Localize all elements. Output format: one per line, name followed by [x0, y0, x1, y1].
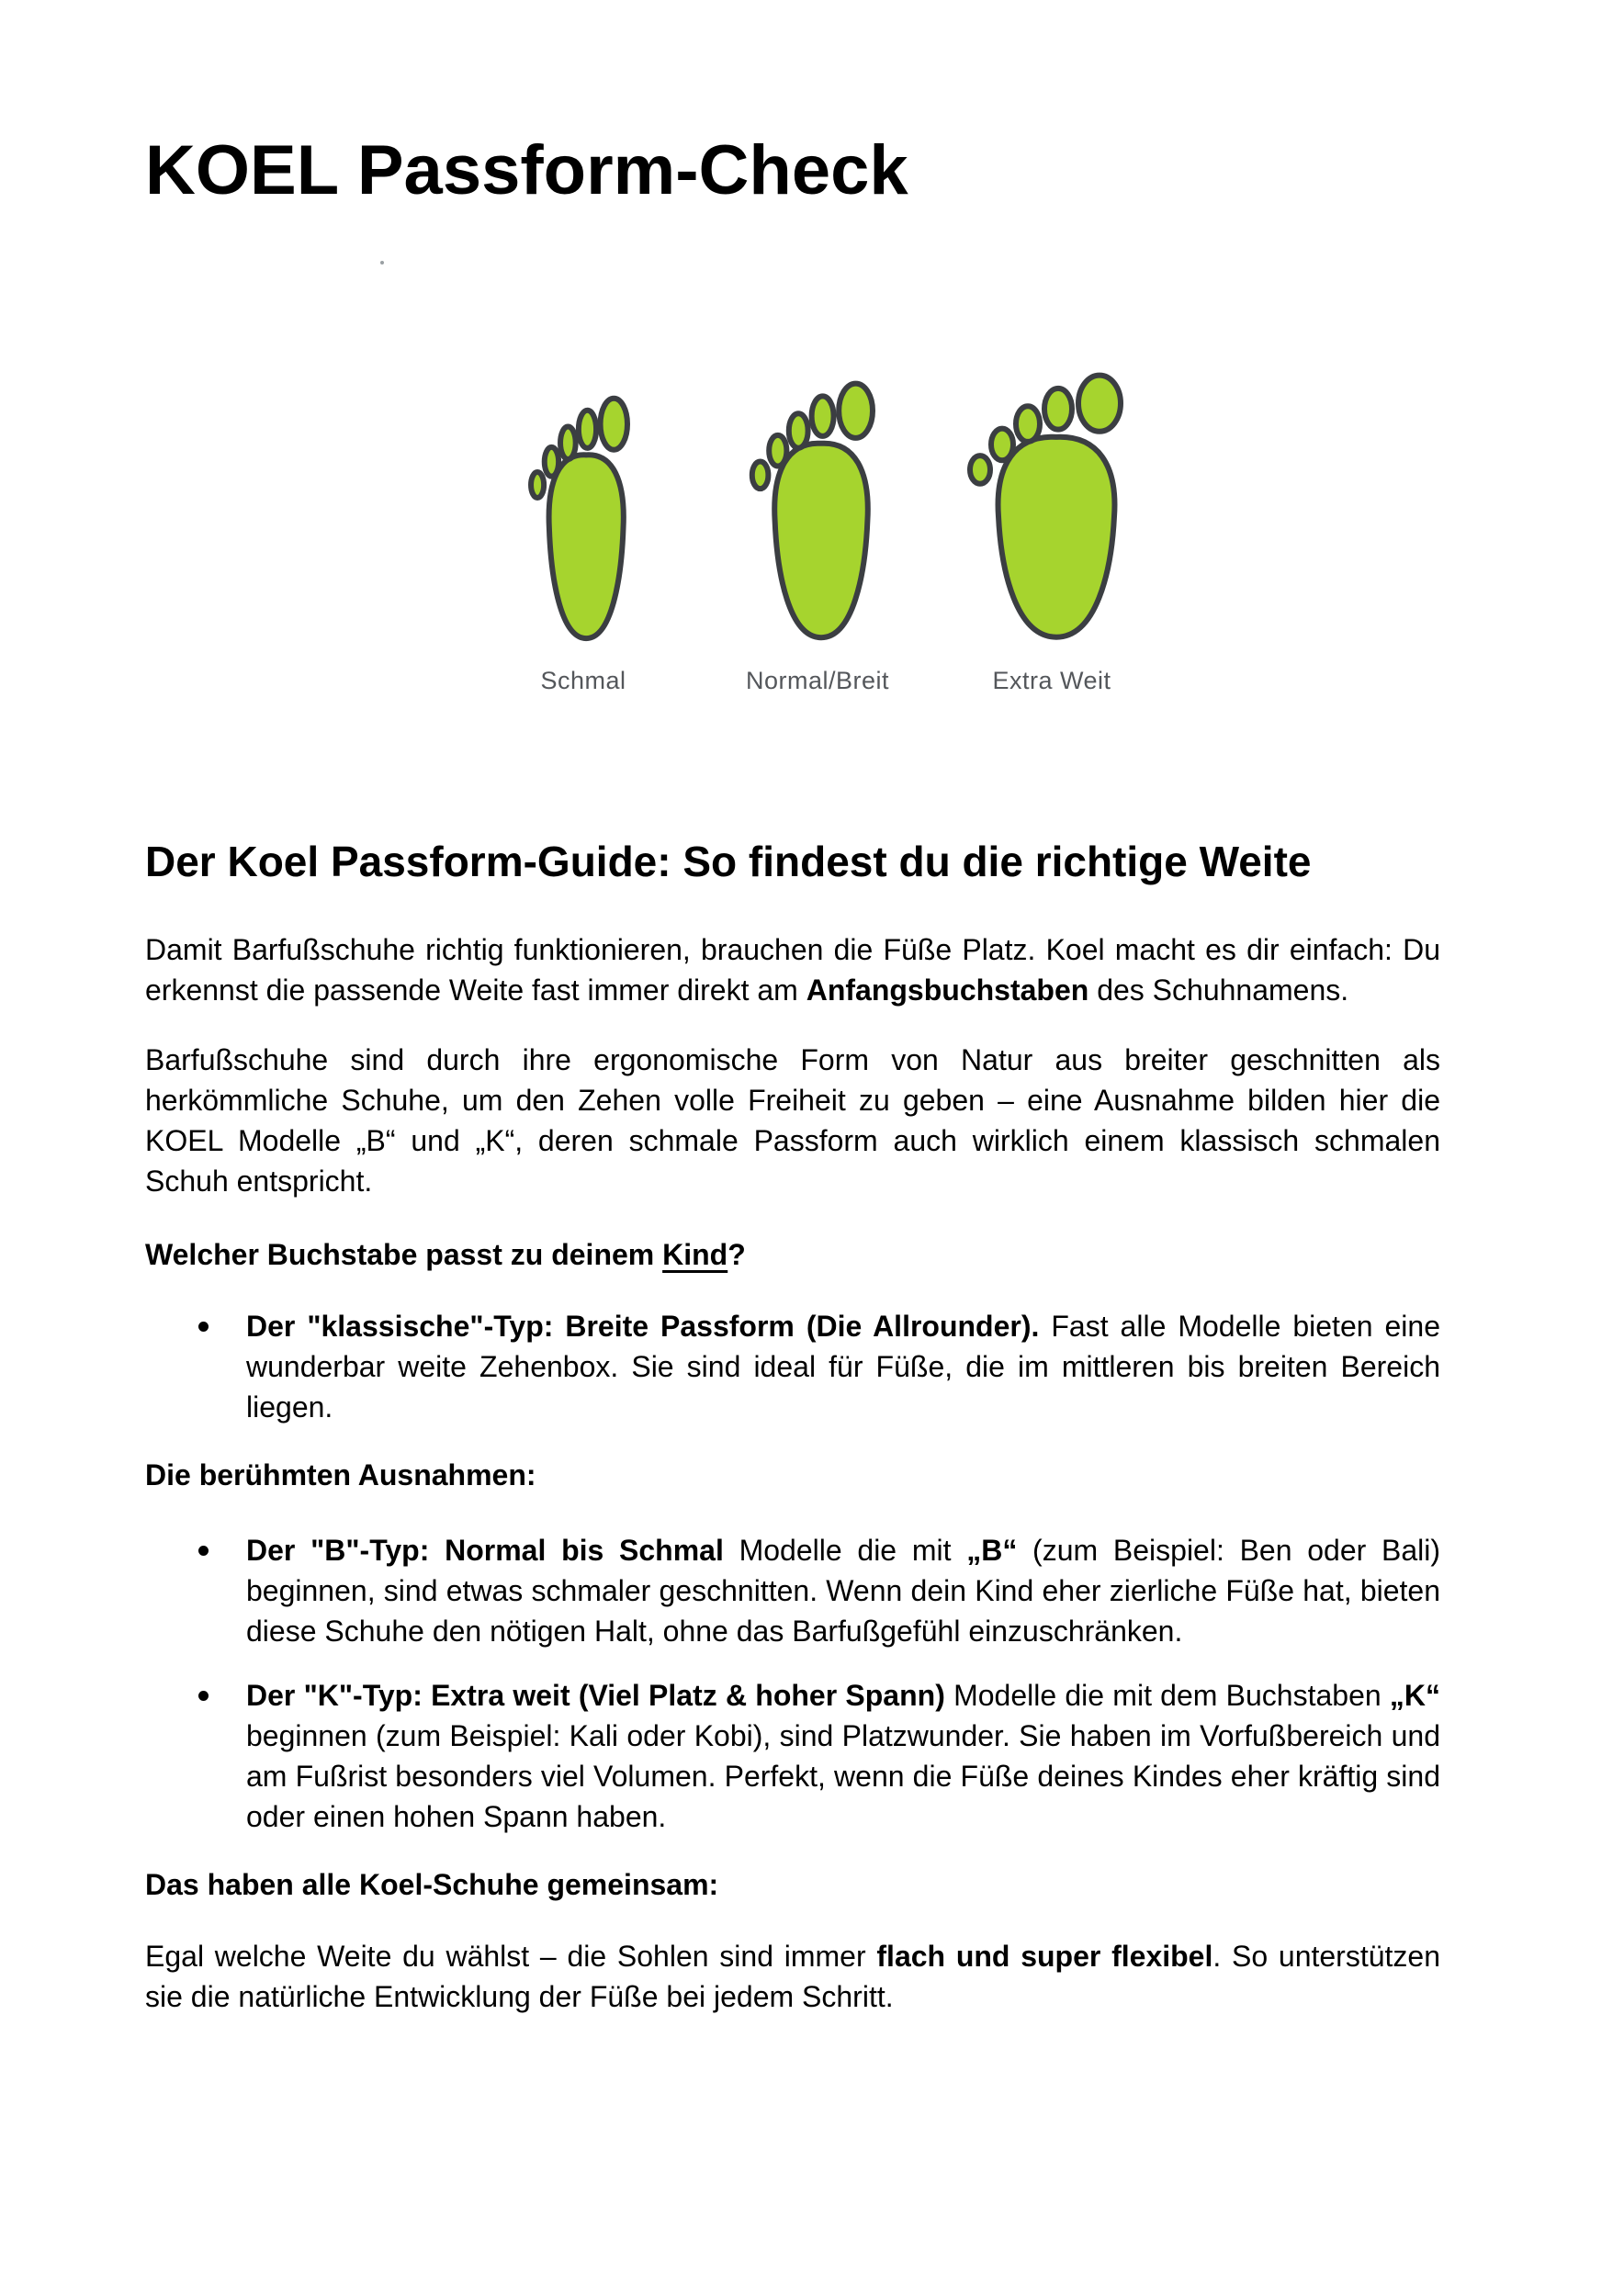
page-title: KOEL Passform-Check: [145, 131, 908, 209]
figure-label: Extra Weit: [992, 667, 1111, 694]
foot-schmal-icon: [524, 369, 642, 652]
foot-column-schmal: [473, 369, 694, 696]
document-content: [0, 131, 1624, 2017]
bullet-icon: [198, 1546, 209, 1556]
list-item-k-typ: [145, 1675, 1440, 1837]
figure-label: Normal/Breit: [745, 667, 890, 694]
sohlen-paragraph: Egal welche Weite du wählst – die Sohlen sind immer flach und super flexibel. So unterstützen sie die natürliche Entwicklung der Füße bei jedem Schritt.: [145, 1940, 1441, 2013]
bullet-icon: [198, 1322, 209, 1332]
list-item-klassische-typ: [145, 1306, 1440, 1427]
bullet-list-allrounder: [145, 1306, 1440, 1427]
image-artifact-dot: [380, 261, 384, 264]
foot-column-normal-breit: [707, 353, 928, 696]
list-item-text: Der "K"-Typ: Extra weit (Viel Platz & hoher Spann) Modelle die mit dem Buchstaben „K“ beginnen (zum Beispiel: Kali oder Kobi), sind Platzwunder. Sie haben im Vorfußbereich und am Fußrist besonders viel Volumen. Perfekt, wenn die Füße deines Kindes eher kräftig sind oder einen hohen Spann haben.: [246, 1679, 1441, 1833]
list-item-text: Der "B"-Typ: Normal bis Schmal Modelle die mit „B“ (zum Beispiel: Ben oder Bali) beginnen, sind etwas schmaler geschnitten. Wenn dein Kind eher zierliche Füße hat, bieten diese Schuhe den nötigen Halt, ohne das Barfußgefühl einzuschränken.: [246, 1534, 1441, 1648]
heading-welcher-buchstabe: Welcher Buchstabe passt zu deinem Kind?: [145, 1238, 746, 1271]
foot-width-figure: [367, 259, 1258, 696]
bullet-icon: [198, 1691, 209, 1701]
guide-heading: Der Koel Passform-Guide: So findest du die richtige Weite: [145, 838, 1312, 885]
heading-gemeinsam: Das haben alle Koel-Schuhe gemeinsam:: [145, 1868, 719, 1901]
list-item-b-typ: [145, 1530, 1440, 1651]
intro-paragraph: Damit Barfußschuhe richtig funktionieren, brauchen die Füße Platz. Koel macht es dir einfach: Du erkennst die passende Weite fast immer direkt am Anfangsbuchstaben des Schuhnamens.: [145, 933, 1440, 1007]
heading-ausnahmen: Die berühmten Ausnahmen:: [145, 1458, 536, 1491]
foot-extra-weit-icon: [960, 343, 1144, 652]
ergonomie-paragraph: Barfußschuhe sind durch ihre ergonomische Form von Natur aus breiter geschnitten als herkömmliche Schuhe, um den Zehen volle Freiheit zu geben – eine Ausnahme bilden hier die KOEL Modelle „B“ und „K“, deren schmale Passform auch wirklich einem klassisch schmalen Schuh entspricht.: [145, 1043, 1440, 1198]
foot-column-extra-weit: [942, 343, 1162, 696]
bullet-list-ausnahmen: [145, 1530, 1440, 1837]
figure-label: Schmal: [540, 667, 626, 694]
foot-normal-breit-icon: [744, 353, 891, 652]
list-item-text: Der "klassische"-Typ: Breite Passform (Die Allrounder). Fast alle Modelle bieten eine wunderbar weite Zehenbox. Sie sind ideal für Füße, die im mittleren bis breiten Bereich liegen.: [246, 1310, 1441, 1424]
